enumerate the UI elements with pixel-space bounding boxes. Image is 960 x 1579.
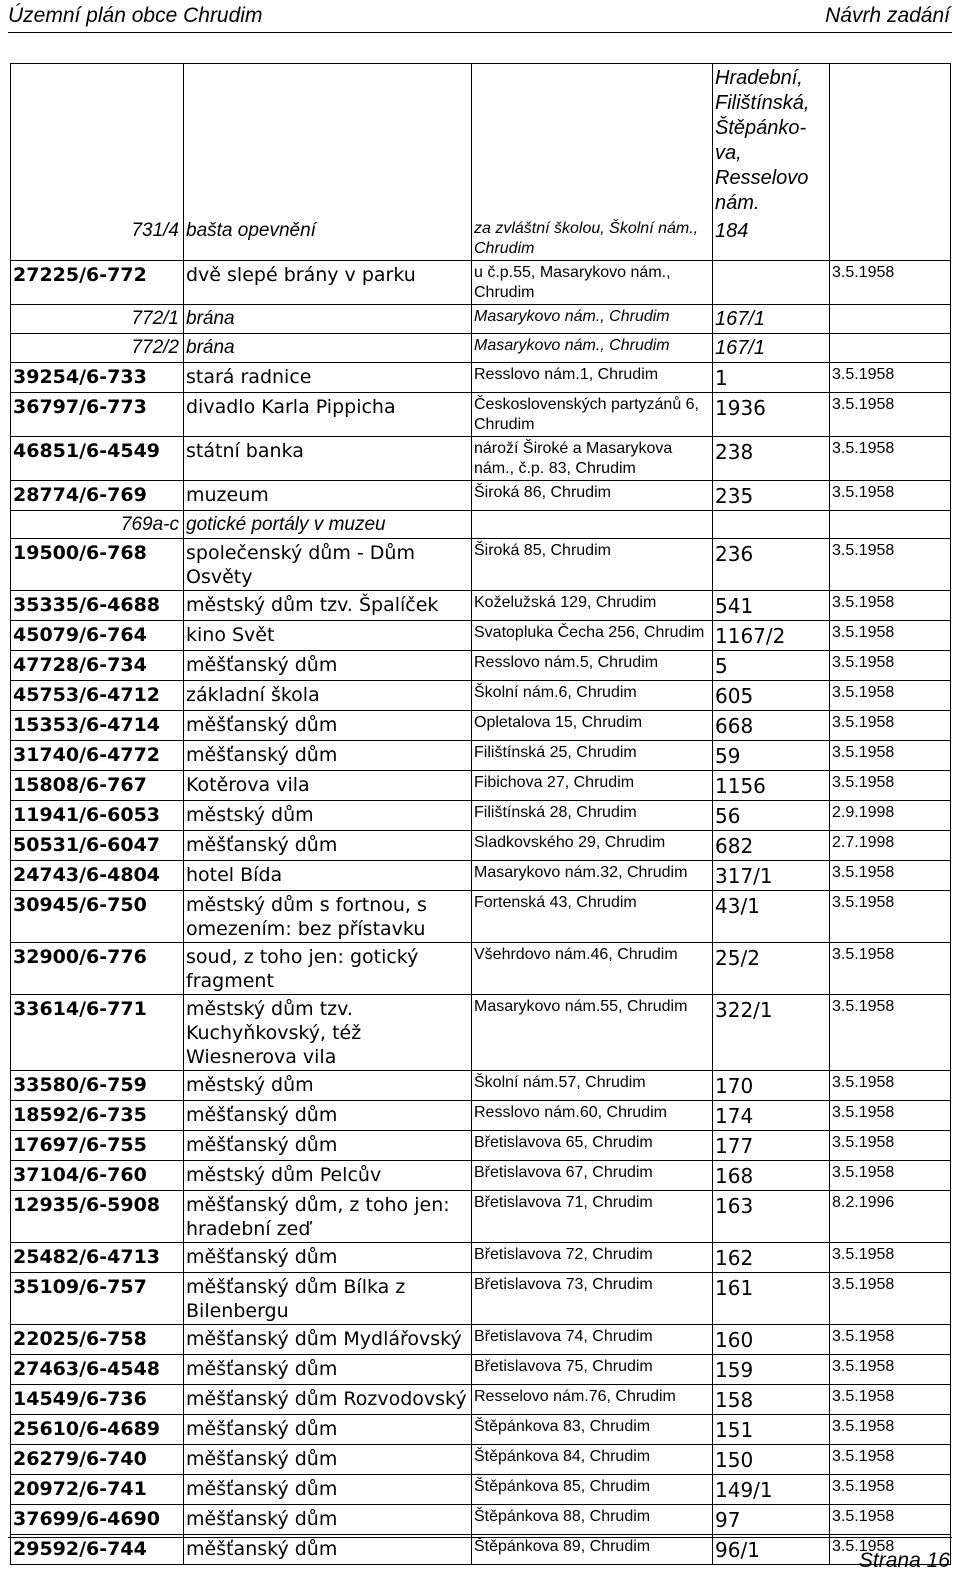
code-cell: 47728/6-734 bbox=[11, 651, 184, 681]
table-row bbox=[11, 217, 951, 261]
code-cell: 33580/6-759 bbox=[11, 1071, 184, 1101]
date-cell: 3.5.1958 bbox=[830, 1273, 951, 1325]
code-cell: 14549/6-736 bbox=[11, 1385, 184, 1415]
desc-cell: měšťanský dům bbox=[184, 651, 472, 681]
desc-cell: měšťanský dům Mydlářovský bbox=[184, 1325, 472, 1355]
date-cell: 3.5.1958 bbox=[830, 943, 951, 995]
code-cell: 32900/6-776 bbox=[11, 943, 184, 995]
date-cell: 2.7.1998 bbox=[830, 831, 951, 861]
date-cell: 3.5.1958 bbox=[830, 1071, 951, 1101]
addr-cell: Československých partyzánů 6, Chrudim bbox=[472, 393, 713, 437]
table-row bbox=[11, 771, 951, 801]
desc-cell: divadlo Karla Pippicha bbox=[184, 393, 472, 437]
addr-cell: Fibichova 27, Chrudim bbox=[472, 771, 713, 801]
table-row bbox=[11, 437, 951, 481]
num-cell: 177 bbox=[713, 1131, 830, 1161]
table-row bbox=[11, 621, 951, 651]
table-row bbox=[11, 891, 951, 943]
addr-cell: Fortenská 43, Chrudim bbox=[472, 891, 713, 943]
code-cell: 37699/6-4690 bbox=[11, 1505, 184, 1535]
document-header-title: Územní plán obce Chrudim bbox=[8, 4, 263, 27]
num-cell: 1156 bbox=[713, 771, 830, 801]
date-cell: 3.5.1958 bbox=[830, 1505, 951, 1535]
desc-cell: měšťanský dům bbox=[184, 1355, 472, 1385]
num-cell: 1167/2 bbox=[713, 621, 830, 651]
date-cell: 3.5.1958 bbox=[830, 741, 951, 771]
desc-cell: kino Svět bbox=[184, 621, 472, 651]
date-cell: 3.5.1958 bbox=[830, 1325, 951, 1355]
code-cell: 37104/6-760 bbox=[11, 1161, 184, 1191]
num-cell: 161 bbox=[713, 1273, 830, 1325]
date-cell: 8.2.1996 bbox=[830, 1191, 951, 1243]
date-cell: 3.5.1958 bbox=[830, 1101, 951, 1131]
num-cell: 1 bbox=[713, 363, 830, 393]
num-cell: 97 bbox=[713, 1505, 830, 1535]
addr-cell: Resslovo nám.1, Chrudim bbox=[472, 363, 713, 393]
table-row bbox=[11, 711, 951, 741]
num-cell: 163 bbox=[713, 1191, 830, 1243]
date-cell: 3.5.1958 bbox=[830, 1535, 951, 1565]
code-cell: 12935/6-5908 bbox=[11, 1191, 184, 1243]
num-cell bbox=[713, 511, 830, 539]
table-row bbox=[11, 943, 951, 995]
desc-cell: měšťanský dům bbox=[184, 1475, 472, 1505]
code-cell: 26279/6-740 bbox=[11, 1445, 184, 1475]
date-cell: 3.5.1958 bbox=[830, 1355, 951, 1385]
table-row bbox=[11, 334, 951, 363]
date-cell: 3.5.1958 bbox=[830, 861, 951, 891]
page-number: Strana 16 bbox=[858, 1549, 950, 1572]
addr-cell bbox=[472, 64, 713, 218]
num-cell: 5 bbox=[713, 651, 830, 681]
date-cell: 3.5.1958 bbox=[830, 1385, 951, 1415]
num-cell: 150 bbox=[713, 1445, 830, 1475]
num-cell: 162 bbox=[713, 1243, 830, 1273]
num-cell: 322/1 bbox=[713, 995, 830, 1071]
desc-cell: měšťanský dům, z toho jen: hradební zeď bbox=[184, 1191, 472, 1243]
date-cell bbox=[830, 334, 951, 363]
addr-cell: Štěpánkova 84, Chrudim bbox=[472, 1445, 713, 1475]
table-row bbox=[11, 1385, 951, 1415]
desc-cell: městský dům Pelcův bbox=[184, 1161, 472, 1191]
desc-cell: měšťanský dům Bílka z Bilenbergu bbox=[184, 1273, 472, 1325]
code-cell: 25482/6-4713 bbox=[11, 1243, 184, 1273]
code-cell: 30945/6-750 bbox=[11, 891, 184, 943]
addr-cell: Filištínská 25, Chrudim bbox=[472, 741, 713, 771]
num-cell: 541 bbox=[713, 591, 830, 621]
desc-cell: městský dům bbox=[184, 1071, 472, 1101]
table-row bbox=[11, 1191, 951, 1243]
table-row bbox=[11, 305, 951, 334]
num-cell: 159 bbox=[713, 1355, 830, 1385]
num-cell: 170 bbox=[713, 1071, 830, 1101]
desc-cell: bašta opevnění bbox=[184, 217, 472, 261]
date-cell: 3.5.1958 bbox=[830, 1415, 951, 1445]
num-cell: 174 bbox=[713, 1101, 830, 1131]
desc-cell: měšťanský dům bbox=[184, 1505, 472, 1535]
table-row bbox=[11, 1161, 951, 1191]
desc-cell: společenský dům - Dům Osvěty bbox=[184, 539, 472, 591]
code-cell: 15353/6-4714 bbox=[11, 711, 184, 741]
desc-cell: hotel Bída bbox=[184, 861, 472, 891]
num-cell: 167/1 bbox=[713, 334, 830, 363]
code-cell: 769a-c bbox=[11, 511, 184, 539]
date-cell bbox=[830, 305, 951, 334]
table-row bbox=[11, 511, 951, 539]
desc-cell: měšťanský dům bbox=[184, 1243, 472, 1273]
addr-cell: Masarykovo nám., Chrudim bbox=[472, 334, 713, 363]
code-cell: 33614/6-771 bbox=[11, 995, 184, 1071]
desc-cell: gotické portály v muzeu bbox=[184, 511, 472, 539]
code-cell: 18592/6-735 bbox=[11, 1101, 184, 1131]
date-cell: 3.5.1958 bbox=[830, 681, 951, 711]
date-cell: 3.5.1958 bbox=[830, 481, 951, 511]
table-row bbox=[11, 539, 951, 591]
num-cell: 43/1 bbox=[713, 891, 830, 943]
addr-cell: Břetislavova 65, Chrudim bbox=[472, 1131, 713, 1161]
desc-cell: muzeum bbox=[184, 481, 472, 511]
date-cell: 3.5.1958 bbox=[830, 1161, 951, 1191]
table-row bbox=[11, 801, 951, 831]
table-row bbox=[11, 1325, 951, 1355]
desc-cell: brána bbox=[184, 334, 472, 363]
code-cell: 35109/6-757 bbox=[11, 1273, 184, 1325]
code-cell: 50531/6-6047 bbox=[11, 831, 184, 861]
table-row bbox=[11, 1101, 951, 1131]
table-row bbox=[11, 261, 951, 305]
table-row bbox=[11, 1475, 951, 1505]
num-cell: 151 bbox=[713, 1415, 830, 1445]
code-cell: 17697/6-755 bbox=[11, 1131, 184, 1161]
addr-cell: Masarykovo nám.55, Chrudim bbox=[472, 995, 713, 1071]
addr-cell: Masarykovo nám., Chrudim bbox=[472, 305, 713, 334]
date-cell bbox=[830, 64, 951, 218]
addr-cell: Resselovo nám.76, Chrudim bbox=[472, 1385, 713, 1415]
date-cell: 3.5.1958 bbox=[830, 1475, 951, 1505]
code-cell: 36797/6-773 bbox=[11, 393, 184, 437]
table-row bbox=[11, 1355, 951, 1385]
table-row bbox=[11, 481, 951, 511]
addr-cell: Štěpánkova 85, Chrudim bbox=[472, 1475, 713, 1505]
code-cell: 29592/6-744 bbox=[11, 1535, 184, 1565]
num-cell: 25/2 bbox=[713, 943, 830, 995]
monument-register-table bbox=[10, 63, 951, 1565]
desc-cell: Kotěrova vila bbox=[184, 771, 472, 801]
code-cell: 27225/6-772 bbox=[11, 261, 184, 305]
desc-cell: měšťanský dům bbox=[184, 1535, 472, 1565]
addr-cell: Štěpánkova 83, Chrudim bbox=[472, 1415, 713, 1445]
date-cell: 3.5.1958 bbox=[830, 1243, 951, 1273]
code-cell: 45079/6-764 bbox=[11, 621, 184, 651]
code-cell: 24743/6-4804 bbox=[11, 861, 184, 891]
num-cell: 56 bbox=[713, 801, 830, 831]
table-row bbox=[11, 363, 951, 393]
desc-cell: státní banka bbox=[184, 437, 472, 481]
register-body bbox=[11, 64, 951, 1565]
code-cell: 11941/6-6053 bbox=[11, 801, 184, 831]
code-cell: 772/2 bbox=[11, 334, 184, 363]
num-cell: 236 bbox=[713, 539, 830, 591]
num-cell: 59 bbox=[713, 741, 830, 771]
code-cell: 39254/6-733 bbox=[11, 363, 184, 393]
addr-cell: Resslovo nám.5, Chrudim bbox=[472, 651, 713, 681]
desc-cell: měšťanský dům bbox=[184, 1131, 472, 1161]
table-row bbox=[11, 1131, 951, 1161]
code-cell: 22025/6-758 bbox=[11, 1325, 184, 1355]
addr-cell: Široká 85, Chrudim bbox=[472, 539, 713, 591]
desc-cell: měšťanský dům Rozvodovský bbox=[184, 1385, 472, 1415]
table-row bbox=[11, 1071, 951, 1101]
desc-cell: soud, z toho jen: gotický fragment bbox=[184, 943, 472, 995]
addr-cell: Filištínská 28, Chrudim bbox=[472, 801, 713, 831]
table-row bbox=[11, 1415, 951, 1445]
table-row bbox=[11, 1505, 951, 1535]
table-row bbox=[11, 651, 951, 681]
num-cell: 149/1 bbox=[713, 1475, 830, 1505]
code-cell: 45753/6-4712 bbox=[11, 681, 184, 711]
num-cell: 238 bbox=[713, 437, 830, 481]
desc-cell: měšťanský dům bbox=[184, 1445, 472, 1475]
top-street-list-cell: Hradební, Filištínská, Štěpánko-va, Resselovo nám. bbox=[713, 64, 830, 218]
addr-cell: Školní nám.57, Chrudim bbox=[472, 1071, 713, 1101]
code-cell: 772/1 bbox=[11, 305, 184, 334]
desc-cell: městský dům s fortnou, s omezením: bez přístavku bbox=[184, 891, 472, 943]
addr-cell: Všehrdovo nám.46, Chrudim bbox=[472, 943, 713, 995]
date-cell: 3.5.1958 bbox=[830, 771, 951, 801]
table-row bbox=[11, 995, 951, 1071]
table-row bbox=[11, 1445, 951, 1475]
table-row bbox=[11, 1273, 951, 1325]
addr-cell bbox=[472, 511, 713, 539]
num-cell: 168 bbox=[713, 1161, 830, 1191]
code-cell bbox=[11, 64, 184, 218]
desc-cell: měšťanský dům bbox=[184, 831, 472, 861]
code-cell: 20972/6-741 bbox=[11, 1475, 184, 1505]
addr-cell: Štěpánkova 89, Chrudim bbox=[472, 1535, 713, 1565]
date-cell: 3.5.1958 bbox=[830, 393, 951, 437]
addr-cell: Školní nám.6, Chrudim bbox=[472, 681, 713, 711]
num-cell: 158 bbox=[713, 1385, 830, 1415]
desc-cell: měšťanský dům bbox=[184, 1415, 472, 1445]
addr-cell: nároží Široké a Masarykova nám., č.p. 83, Chrudim bbox=[472, 437, 713, 481]
num-cell: 682 bbox=[713, 831, 830, 861]
desc-cell: dvě slepé brány v parku bbox=[184, 261, 472, 305]
addr-cell: Štěpánkova 88, Chrudim bbox=[472, 1505, 713, 1535]
addr-cell: Svatopluka Čecha 256, Chrudim bbox=[472, 621, 713, 651]
code-cell: 15808/6-767 bbox=[11, 771, 184, 801]
table-row bbox=[11, 591, 951, 621]
table-row bbox=[11, 1243, 951, 1273]
desc-cell: měšťanský dům bbox=[184, 711, 472, 741]
addr-cell: Břetislavova 71, Chrudim bbox=[472, 1191, 713, 1243]
addr-cell: Břetislavova 73, Chrudim bbox=[472, 1273, 713, 1325]
table-row bbox=[11, 831, 951, 861]
header-rule bbox=[8, 32, 952, 33]
code-cell: 31740/6-4772 bbox=[11, 741, 184, 771]
table-row bbox=[11, 393, 951, 437]
footer-rule bbox=[8, 1537, 952, 1538]
addr-cell: za zvláštní školou, Školní nám., Chrudim bbox=[472, 217, 713, 261]
desc-cell: brána bbox=[184, 305, 472, 334]
code-cell: 731/4 bbox=[11, 217, 184, 261]
table-row bbox=[11, 861, 951, 891]
addr-cell: Široká 86, Chrudim bbox=[472, 481, 713, 511]
table-row bbox=[11, 1535, 951, 1565]
addr-cell: Břetislavova 67, Chrudim bbox=[472, 1161, 713, 1191]
date-cell: 3.5.1958 bbox=[830, 1445, 951, 1475]
addr-cell: Koželužská 129, Chrudim bbox=[472, 591, 713, 621]
date-cell: 2.9.1998 bbox=[830, 801, 951, 831]
num-cell: 167/1 bbox=[713, 305, 830, 334]
addr-cell: Masarykovo nám.32, Chrudim bbox=[472, 861, 713, 891]
date-cell bbox=[830, 511, 951, 539]
code-cell: 25610/6-4689 bbox=[11, 1415, 184, 1445]
code-cell: 19500/6-768 bbox=[11, 539, 184, 591]
table-row bbox=[11, 741, 951, 771]
desc-cell: stará radnice bbox=[184, 363, 472, 393]
table-row-top bbox=[11, 64, 951, 218]
date-cell: 3.5.1958 bbox=[830, 711, 951, 741]
table-row bbox=[11, 681, 951, 711]
desc-cell: měšťanský dům bbox=[184, 741, 472, 771]
num-cell: 235 bbox=[713, 481, 830, 511]
code-cell: 35335/6-4688 bbox=[11, 591, 184, 621]
num-cell: 317/1 bbox=[713, 861, 830, 891]
desc-cell: městský dům tzv. Špalíček bbox=[184, 591, 472, 621]
code-cell: 46851/6-4549 bbox=[11, 437, 184, 481]
num-cell: 605 bbox=[713, 681, 830, 711]
date-cell: 3.5.1958 bbox=[830, 591, 951, 621]
date-cell: 3.5.1958 bbox=[830, 539, 951, 591]
addr-cell: Břetislavova 75, Chrudim bbox=[472, 1355, 713, 1385]
document-header-section: Návrh zadání bbox=[825, 4, 950, 27]
num-cell: 160 bbox=[713, 1325, 830, 1355]
addr-cell: Břetislavova 74, Chrudim bbox=[472, 1325, 713, 1355]
date-cell bbox=[830, 217, 951, 261]
desc-cell: městský dům bbox=[184, 801, 472, 831]
addr-cell: Sladkovského 29, Chrudim bbox=[472, 831, 713, 861]
addr-cell: u č.p.55, Masarykovo nám., Chrudim bbox=[472, 261, 713, 305]
date-cell: 3.5.1958 bbox=[830, 437, 951, 481]
num-cell bbox=[713, 261, 830, 305]
addr-cell: Břetislavova 72, Chrudim bbox=[472, 1243, 713, 1273]
num-cell: 1936 bbox=[713, 393, 830, 437]
num-cell: 96/1 bbox=[713, 1535, 830, 1565]
desc-cell: městský dům tzv. Kuchyňkovský, též Wiesnerova vila bbox=[184, 995, 472, 1071]
date-cell: 3.5.1958 bbox=[830, 1131, 951, 1161]
desc-cell: měšťanský dům bbox=[184, 1101, 472, 1131]
date-cell: 3.5.1958 bbox=[830, 363, 951, 393]
code-cell: 27463/6-4548 bbox=[11, 1355, 184, 1385]
date-cell: 3.5.1958 bbox=[830, 891, 951, 943]
num-cell: 668 bbox=[713, 711, 830, 741]
addr-cell: Resslovo nám.60, Chrudim bbox=[472, 1101, 713, 1131]
desc-cell bbox=[184, 64, 472, 218]
date-cell: 3.5.1958 bbox=[830, 995, 951, 1071]
date-cell: 3.5.1958 bbox=[830, 621, 951, 651]
desc-cell: základní škola bbox=[184, 681, 472, 711]
code-cell: 28774/6-769 bbox=[11, 481, 184, 511]
addr-cell: Opletalova 15, Chrudim bbox=[472, 711, 713, 741]
date-cell: 3.5.1958 bbox=[830, 651, 951, 681]
date-cell: 3.5.1958 bbox=[830, 261, 951, 305]
num-cell: 184 bbox=[713, 217, 830, 261]
